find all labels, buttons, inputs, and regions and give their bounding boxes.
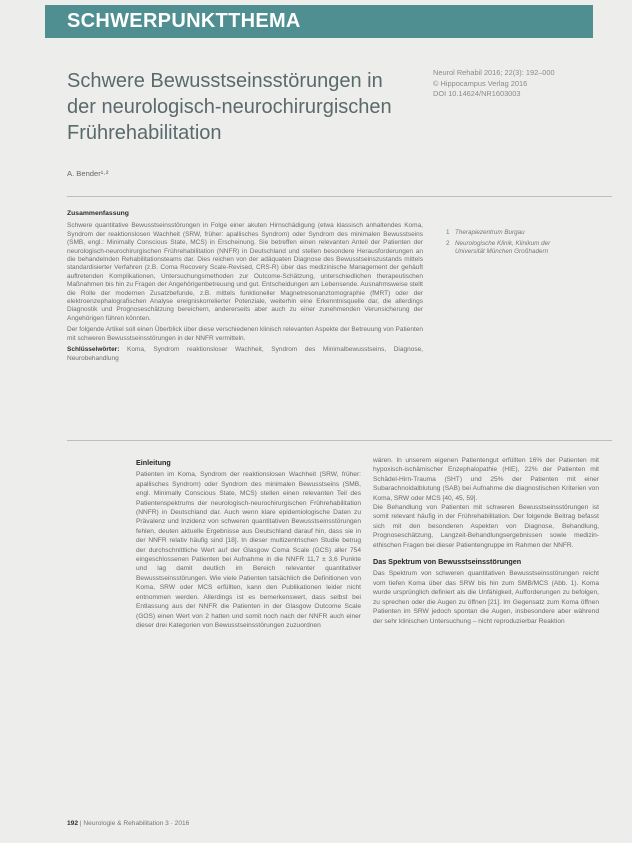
body-paragraph: wären. In unserem eigenen Patientengut erfüllten 16% der Patienten mit hypoxisch-ischämischer Enzephalopathie (HIE), 22% der Patienten mit Schädel-Hirn-Trauma (SHT) und 25% der Patienten mit einer Subarachnoidalblutung (SAB) bei Aufnahme die diagnostischen Kriterien von Koma, SRW oder MCS [40, 45, 59]. Die Behandlung von Patienten mit schweren Bewusstseinsstörungen ist somit relevant häufig in der Frührehabilitation. Der folgende Beitrag befasst sich mit den besonderen Aspekten von Diagnose, Behandlung, Prognoseschätzung, Langzeit-Behandlungsergebnissen sowie medizin-ethischen Fragen bei dieser Patientengruppe im Rahmen der NNFR.	[373, 457, 599, 549]
keywords	[67, 346, 423, 363]
page-footer	[67, 820, 189, 827]
abstract-paragraph: Der folgende Artikel soll einen Überblick über diese verschiedenen klinisch relevanten Aspekte der Betreuung von Patienten mit schweren Bewusstseinsstörungen in der NNFR vermitteln.	[67, 326, 423, 342]
divider	[67, 440, 612, 441]
publication-meta	[433, 68, 603, 100]
meta-line: DOI 10.14624/NR1603003	[433, 89, 521, 98]
abstract-block	[67, 210, 423, 366]
body-column-left	[136, 458, 361, 820]
abstract-paragraph: Schwere quantitative Bewusstseinsstörungen in Folge einer akuten Hirnschädigung (etwa klassisch anhaltendes Koma, Syndrom der reaktionslosen Wachheit (SRW, früher: apallisches Syndrom) oder Syndrom des minimalen Bewusstseins (SMB, engl.: Minimally Conscious State, MCS) in Erscheinung. Sie betreffen einen relevanten Anteil der Patienten der neurologisch-neurochirurgischen Frührehabilitation (NNFR) in Deutschland und stellen besondere Herausforderungen an die behandelnden Rehabilitationsteams dar. Dies reichen von der adäquaten Diagnose des Bewusstseinszustands mittels standardisierter Verfahren (z.B. Coma Recovery Scale-Revised, CRS-R) über das medizinische Management der gehäuft auftretenden Komplikationen, Untersuchungsmethoden zur Outcome-Schätzung, unterschiedlichen therapeutischen Maßnahmen bis hin zu Fragen der Angehörigenbetreuung und gut. Entscheidungen am Lebensende. Ausnahmsweise stellt die Rolle der modernen Zusatzbefunde, z.B. mittels funktioneller Magnetresonanztomographie (fMRT) oder der elektroenzephalografischen Analyse ereigniskorrelierter Potenziale, weiterhin eine Erkenntnisquelle dar, die allerdings Diagnostik und Prognoseschätzung bereichern, andererseits aber auch zu einer zunehmenden Verunsicherung der Angehörigen führen könnten.	[67, 222, 423, 322]
affiliation-number: 2	[446, 240, 450, 248]
article-title: Schwere Bewusstseinsstörungen in der neurologisch-neurochirurgischen Frührehabilitation	[67, 70, 392, 144]
divider	[67, 196, 612, 197]
abstract-heading: Zusammenfassung	[67, 210, 129, 217]
affiliation-text: Therapiezentrum Burgau	[455, 229, 525, 236]
journal-name: | Neurologie & Rehabilitation 3 · 2016	[79, 820, 190, 827]
affiliation-item	[446, 240, 576, 256]
affiliation-item	[446, 229, 576, 237]
keywords-text: Koma, Syndrom reaktionsloser Wachheit, Syndrom des Minimalbewusstseins, Diagnose, Neurobehandlung	[67, 346, 423, 362]
body-paragraph: Patienten im Koma, Syndrom der reaktionslosen Wachheit (SRW, früher: apallisches Syndrom) oder Syndrom des minimalen Bewusstseins (SMB, engl. Minimally Conscious State, MCS) stellen einen relevanten Teil des Patientenspektrums der neurologisch-neurochirurgischen Frührehabilitation (NNFR) in Deutschland dar. Auch wenn klare epidemiologische Daten zu Prävalenz und Inzidenz von schweren quantitativen Bewusstseinsstörungen fehlen, deuten aktuelle Ergebnisse aus Deutschland darauf hin, dass sie in der NNFR relativ häufig sind [18]. In dieser multizentrischen Studie betrug der durchschnittliche Wert auf der Glasgow Coma Scale (GCS) aller 754 eingeschlossenen Patienten bei Aufnahme in die NNFR 11,7 ± 3,6 Punkte und lag damit deutlich im Bereich relevanter quantitativer Bewusstseinsstörungen. Wie viele Patienten tatsächlich die Definitionen von Koma, SRW oder MCS erfüllten, kann den Publikationen leider nicht entnommen werden. Allerdings ist es bemerkenswert, dass selbst bei Entlassung aus der NNFR die Patienten in der Glasgow Outcome Scale (GOS) einen Wert von 2 hatten und somit noch nach der NNFR auch einer dieser drei Kategorien von Bewusstseinsstörungen zuzuordnen	[136, 471, 361, 629]
section-heading: Einleitung	[136, 458, 171, 467]
body-column-right	[373, 456, 599, 820]
author-line: A. Bender¹·²	[67, 169, 109, 178]
section-banner: SCHWERPUNKTTHEMA	[45, 5, 593, 38]
affiliation-text: Neurologische Klinik, Klinikum der Universität München Großhadern	[455, 240, 551, 256]
page-number: 192	[67, 820, 79, 827]
section-heading: Das Spektrum von Bewusstseinsstörungen	[373, 557, 522, 567]
keywords-label: Schlüsselwörter:	[67, 346, 120, 354]
meta-line: Neurol Rehabil 2016; 22(3): 192–000	[433, 68, 555, 77]
body-paragraph: Das Spektrum von schweren quantitativen Bewusstseinsstörungen reicht vom tiefen Koma über das SRW bis hin zum SMB/MCS (Abb. 1). Koma wurde ursprünglich definiert als die Unfähigkeit, Aufforderungen zu befolgen, zu sprechen oder die Augen zu öffnen [21]. Im Gegensatz zum Koma öffnen Patienten im SRW jedoch spontan die Augen, insbesondere aber während der sehr klinischen Untersuchung – nicht reproduzierbar Reaktion	[373, 570, 599, 625]
affiliations	[446, 229, 576, 260]
affiliation-number: 1	[446, 229, 450, 236]
meta-line: © Hippocampus Verlag 2016	[433, 78, 528, 88]
